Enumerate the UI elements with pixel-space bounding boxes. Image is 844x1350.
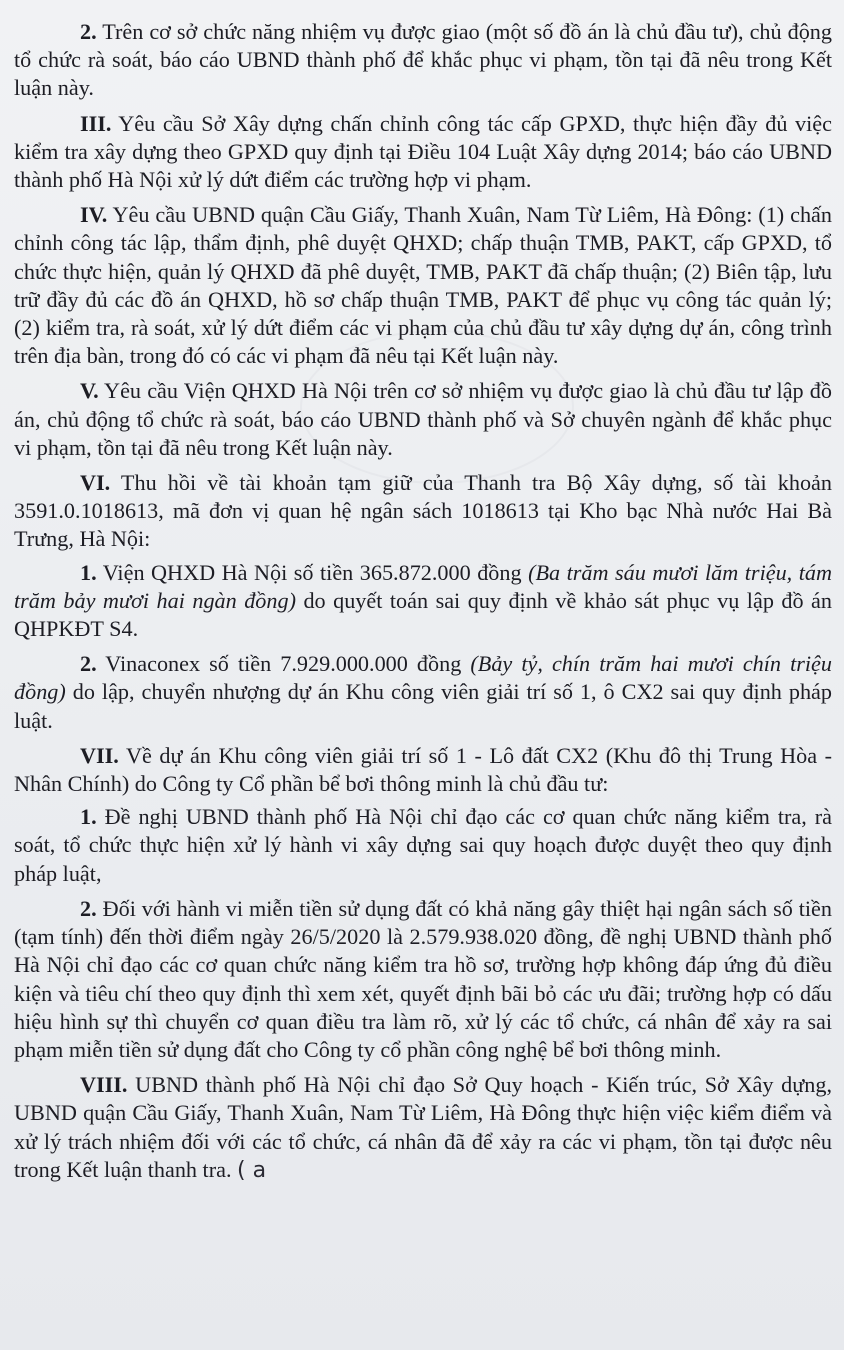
paragraph-vii-1-inspection: [14, 803, 832, 888]
paragraph-text: Yêu cầu Viện QHXD Hà Nội trên cơ sở nhiệm vụ được giao là chủ đầu tư lập đồ án, chủ động tổ chức rà soát, báo cáo UBND thành phố và Sở chuyên ngành để khắc phục vi phạm, tồn tại đã nêu trong Kết luận này.: [14, 378, 832, 460]
paragraph-vii-2-land-fee: [14, 895, 832, 1064]
paragraph-number: IV.: [80, 202, 108, 228]
paragraph-number: 2.: [80, 19, 97, 44]
paragraph-text: UBND thành phố Hà Nội chỉ đạo Sở Quy hoạch - Kiến trúc, Sở Xây dựng, UBND quận Cầu Giấy, Thanh Xuân, Nam Từ Liêm, Hà Đông thực hiện việc kiểm điểm và xử lý trách nhiệm đối với các tổ chức, cá nhân đã để xảy ra các vi phạm, tồn tại được nêu trong Kết luận thanh tra.: [14, 1072, 832, 1182]
paragraph-number: VII.: [80, 742, 119, 768]
paragraph-text: Thu hồi về tài khoản tạm giữ của Thanh tra Bộ Xây dựng, số tài khoản 3591.0.1018613, mã đơn vị quan hệ ngân sách 1018613 tại Kho bạc Nhà nước Hai Bà Trưng, Hà Nội:: [14, 470, 832, 552]
paragraph-vi-1-institute-amount: [14, 559, 832, 644]
paragraph-number: 1.: [80, 559, 97, 585]
paragraph-iii-construction-dept: [14, 110, 832, 195]
paragraph-number: III.: [80, 110, 112, 136]
paragraph-text: Đối với hành vi miễn tiền sử dụng đất có khả năng gây thiệt hại ngân sách số tiền (tạm tính) đến thời điểm ngày 26/5/2020 là 2.579.938.020 đồng, đề nghị UBND thành phố Hà Nội chỉ đạo các cơ quan chức năng kiểm tra hồ sơ, trường hợp không đáp ứng đủ điều kiện và tiêu chí theo quy định thì xem xét, quyết định bãi bỏ các ưu đãi; trường hợp có dấu hiệu hình sự thì chuyển cơ quan điều tra làm rõ, xử lý các tổ chức, cá nhân để xảy ra sai phạm miễn tiền sử dụng đất cho Công ty cổ phần công nghệ bể bơi thông minh.: [14, 895, 832, 1062]
paragraph-text: Trên cơ sở chức năng nhiệm vụ được giao (một số đồ án là chủ đầu tư), chủ động tổ chức rà soát, báo cáo UBND thành phố để khắc phục vi phạm, tồn tại đã nêu trong Kết luận này.: [14, 19, 832, 101]
paragraph-number: VI.: [80, 470, 111, 496]
paragraph-text: Về dự án Khu công viên giải trí số 1 - Lô đất CX2 (Khu đô thị Trung Hòa - Nhân Chính) do Công ty Cổ phần bể bơi thông minh là chủ đầu tư:: [14, 742, 832, 797]
paragraph-text: Vinaconex số tiền 7.929.000.000 đồng: [96, 651, 471, 677]
paragraph-vi-recovery: [14, 469, 832, 554]
paragraph-iv-district-committees: [14, 201, 832, 370]
paragraph-number: 2.: [80, 651, 97, 677]
paragraph-2-review: [14, 18, 832, 103]
paragraph-number: V.: [80, 378, 99, 404]
paragraph-text-end: do quyết toán sai quy định về khảo sát phục vụ lập đồ án QHPKĐT S4.: [14, 587, 832, 642]
amount-in-words: (Bảy tỷ, chín trăm hai mươi chín triệu đồng): [14, 651, 832, 705]
paragraph-text: Viện QHXD Hà Nội số tiền 365.872.000 đồng: [96, 559, 529, 585]
amount-in-words: (Ba trăm sáu mươi lăm triệu, tám trăm bảy mươi hai ngàn đồng): [14, 559, 833, 613]
document-body: [14, 18, 832, 1192]
paragraph-vi-2-vinaconex-amount: [14, 650, 832, 735]
paragraph-viii-accountability: [14, 1071, 832, 1185]
paragraph-text-end: do lập, chuyển nhượng dự án Khu công viên giải trí số 1, ô CX2 sai quy định pháp luật.: [14, 679, 832, 733]
paragraph-vii-park-project: [14, 742, 832, 798]
handwritten-mark: ( a: [237, 1157, 267, 1183]
paragraph-number: 1.: [80, 804, 97, 830]
paragraph-number: 2.: [80, 895, 97, 921]
paragraph-v-planning-institute: [14, 377, 832, 462]
paragraph-text: Đề nghị UBND thành phố Hà Nội chỉ đạo các cơ quan chức năng kiểm tra, rà soát, tổ chức thực hiện xử lý hành vi xây dựng sai quy hoạch được duyệt theo quy định pháp luật,: [14, 804, 832, 886]
paragraph-text: Yêu cầu UBND quận Cầu Giấy, Thanh Xuân, Nam Từ Liêm, Hà Đông: (1) chấn chỉnh công tác lập, thẩm định, phê duyệt QHXD; chấp thuận TMB, PAKT, cấp GPXD, tổ chức thực hiện, quản lý QHXD đã phê duyệt, TMB, PAKT đã chấp thuận; (2) Biên tập, lưu trữ đầy đủ các đồ án QHXD, hồ sơ chấp thuận TMB, PAKT để phục vụ công tác quản lý; (2) kiểm tra, rà soát, xử lý dứt điểm các vi phạm của chủ đầu tư xây dựng dự án, công trình trên địa bàn, trong đó có các vi phạm đã nêu tại Kết luận này.: [14, 202, 832, 369]
paragraph-number: VIII.: [80, 1072, 128, 1098]
paragraph-text: Yêu cầu Sở Xây dựng chấn chỉnh công tác cấp GPXD, thực hiện đầy đủ việc kiểm tra xây dựng theo GPXD quy định tại Điều 104 Luật Xây dựng 2014; báo cáo UBND thành phố Hà Nội xử lý dứt điểm các trường hợp vi phạm.: [14, 110, 832, 193]
